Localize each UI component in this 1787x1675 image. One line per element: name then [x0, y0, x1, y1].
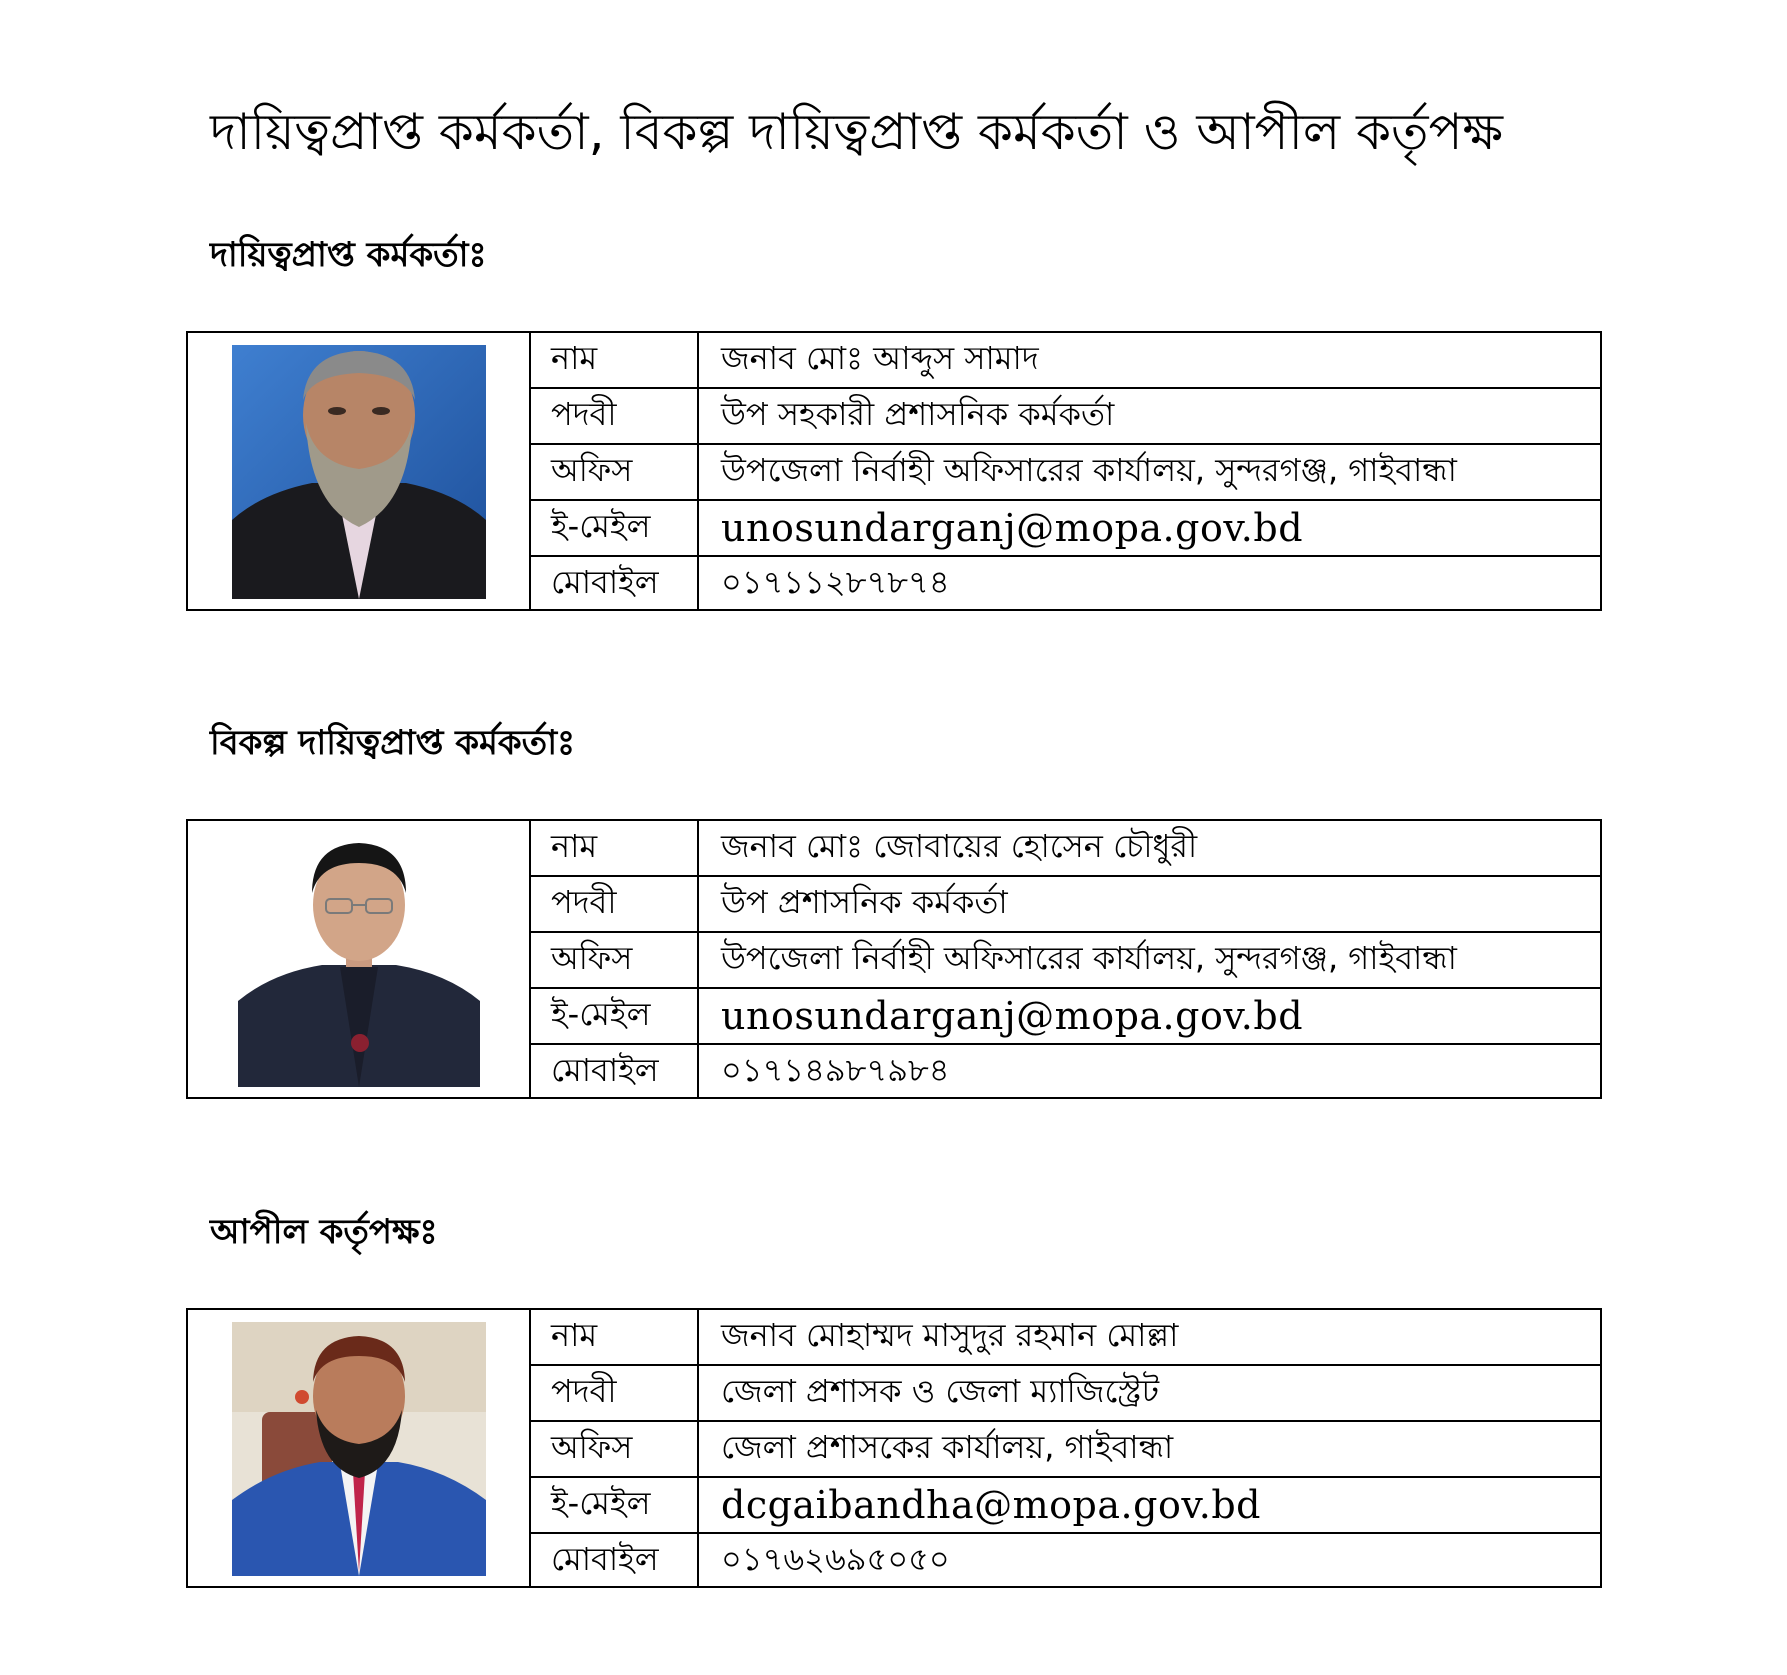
officer-card-responsible	[186, 331, 1602, 611]
value-office: জেলা প্রশাসকের কার্যালয়, গাইবান্ধা	[721, 1428, 1174, 1466]
section-heading-appeal-authority: আপীল কর্তৃপক্ষঃ	[210, 1212, 438, 1252]
info-row-mobile	[531, 557, 1600, 611]
value-office: উপজেলা নির্বাহী অফিসারের কার্যালয়, সুন্দরগঞ্জ, গাইবান্ধা	[721, 451, 1457, 489]
info-row-designation	[531, 877, 1600, 933]
value-designation: উপ প্রশাসনিক কর্মকর্তা	[721, 883, 1008, 921]
page-title: দায়িত্বপ্রাপ্ত কর্মকর্তা, বিকল্প দায়িত্বপ্রাপ্ত কর্মকর্তা ও আপীল কর্তৃপক্ষ	[210, 103, 1504, 161]
photo-cell	[188, 821, 531, 1097]
info-row-name	[531, 333, 1600, 389]
label-name: নাম	[531, 333, 699, 387]
info-row-designation	[531, 389, 1600, 445]
label-name: নাম	[531, 1310, 699, 1364]
officer-card-appeal	[186, 1308, 1602, 1588]
info-table	[531, 333, 1600, 609]
photo-cell	[188, 1310, 531, 1586]
value-mobile: ০১৭৬২৬৯৫০৫০	[721, 1540, 950, 1578]
label-mobile: মোবাইল	[531, 557, 699, 611]
value-email[interactable]: unosundarganj@mopa.gov.bd	[721, 994, 1304, 1038]
info-row-email	[531, 989, 1600, 1045]
info-row-office	[531, 1422, 1600, 1478]
info-table	[531, 1310, 1600, 1586]
section-heading-alternate-officer: বিকল্প দায়িত্বপ্রাপ্ত কর্মকর্তাঃ	[210, 723, 576, 763]
info-row-email	[531, 501, 1600, 557]
label-email: ই-মেইল	[531, 501, 699, 555]
officer-card-alternate	[186, 819, 1602, 1099]
info-row-email	[531, 1478, 1600, 1534]
label-office: অফিস	[531, 1422, 699, 1476]
value-office: উপজেলা নির্বাহী অফিসারের কার্যালয়, সুন্দরগঞ্জ, গাইবান্ধা	[721, 939, 1457, 977]
info-row-mobile	[531, 1534, 1600, 1588]
info-row-mobile	[531, 1045, 1600, 1099]
officer-photo	[232, 345, 486, 599]
info-row-name	[531, 821, 1600, 877]
label-designation: পদবী	[531, 1366, 699, 1420]
label-name: নাম	[531, 821, 699, 875]
officer-photo	[232, 1322, 486, 1576]
info-row-office	[531, 445, 1600, 501]
section-heading-responsible-officer: দায়িত্বপ্রাপ্ত কর্মকর্তাঃ	[210, 235, 487, 275]
label-designation: পদবী	[531, 389, 699, 443]
label-designation: পদবী	[531, 877, 699, 931]
info-row-office	[531, 933, 1600, 989]
label-office: অফিস	[531, 445, 699, 499]
label-email: ই-মেইল	[531, 989, 699, 1043]
value-email[interactable]: unosundarganj@mopa.gov.bd	[721, 506, 1304, 550]
officer-photo	[232, 833, 486, 1087]
value-name: জনাব মোঃ আব্দুস সামাদ	[721, 339, 1039, 377]
value-designation: জেলা প্রশাসক ও জেলা ম্যাজিস্ট্রেট	[721, 1372, 1160, 1410]
value-mobile: ০১৭১১২৮৭৮৭৪	[721, 563, 950, 601]
info-table	[531, 821, 1600, 1097]
info-row-designation	[531, 1366, 1600, 1422]
label-email: ই-মেইল	[531, 1478, 699, 1532]
value-name: জনাব মোহাম্মদ মাসুদুর রহমান মোল্লা	[721, 1316, 1179, 1354]
info-row-name	[531, 1310, 1600, 1366]
label-mobile: মোবাইল	[531, 1534, 699, 1588]
photo-cell	[188, 333, 531, 609]
value-mobile: ০১৭১৪৯৮৭৯৮৪	[721, 1051, 950, 1089]
value-name: জনাব মোঃ জোবায়ের হোসেন চৌধুরী	[721, 827, 1198, 865]
label-mobile: মোবাইল	[531, 1045, 699, 1099]
value-designation: উপ সহকারী প্রশাসনিক কর্মকর্তা	[721, 395, 1115, 433]
label-office: অফিস	[531, 933, 699, 987]
value-email[interactable]: dcgaibandha@mopa.gov.bd	[721, 1483, 1262, 1527]
